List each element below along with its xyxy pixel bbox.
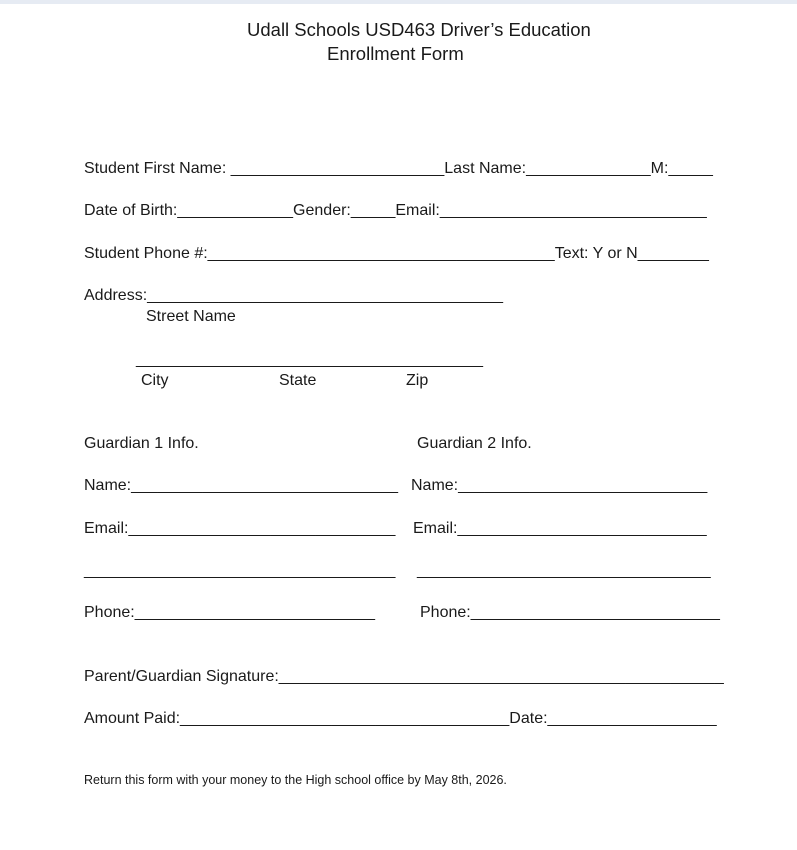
city-state-zip-line[interactable]: _______________________________________ bbox=[136, 351, 484, 368]
signature-field[interactable]: Parent/Guardian Signature:__________________________________________________ bbox=[84, 668, 724, 685]
guardian2-extra-line[interactable]: _________________________________ bbox=[417, 562, 711, 579]
guardian2-email-field[interactable]: Email:____________________________ bbox=[413, 520, 707, 537]
footer-note: Return this form with your money to the High school office by May 8th, 2026. bbox=[84, 773, 507, 787]
guardian1-phone-field[interactable]: Phone:___________________________ bbox=[84, 604, 375, 621]
state-caption: State bbox=[279, 372, 317, 389]
student-phone-row[interactable]: Student Phone #:_______________________________________Text: Y or N________ bbox=[84, 245, 709, 262]
zip-caption: Zip bbox=[406, 372, 429, 389]
address-row[interactable]: Address:________________________________________ bbox=[84, 287, 504, 304]
guardian1-name-field[interactable]: Name:______________________________ bbox=[84, 477, 399, 494]
form-title-line1: Udall Schools USD463 Driver’s Education bbox=[247, 19, 591, 40]
street-name-caption: Street Name bbox=[146, 308, 236, 325]
guardian1-extra-line[interactable]: ___________________________________ bbox=[84, 562, 396, 579]
amount-date-row[interactable]: Amount Paid:_____________________________________Date:___________________ bbox=[84, 710, 717, 727]
city-caption: City bbox=[141, 372, 169, 389]
dob-gender-email-row[interactable]: Date of Birth:_____________Gender:_____Email:______________________________ bbox=[84, 202, 707, 219]
guardian2-name-field[interactable]: Name:____________________________ bbox=[411, 477, 708, 494]
guardian1-email-field[interactable]: Email:______________________________ bbox=[84, 520, 396, 537]
student-name-row[interactable]: Student First Name: ________________________Last Name:______________M:_____ bbox=[84, 160, 713, 177]
guardian2-phone-field[interactable]: Phone:____________________________ bbox=[420, 604, 720, 621]
guardian2-heading: Guardian 2 Info. bbox=[417, 435, 532, 452]
guardian1-heading: Guardian 1 Info. bbox=[84, 435, 199, 452]
form-title-line2: Enrollment Form bbox=[327, 43, 464, 64]
